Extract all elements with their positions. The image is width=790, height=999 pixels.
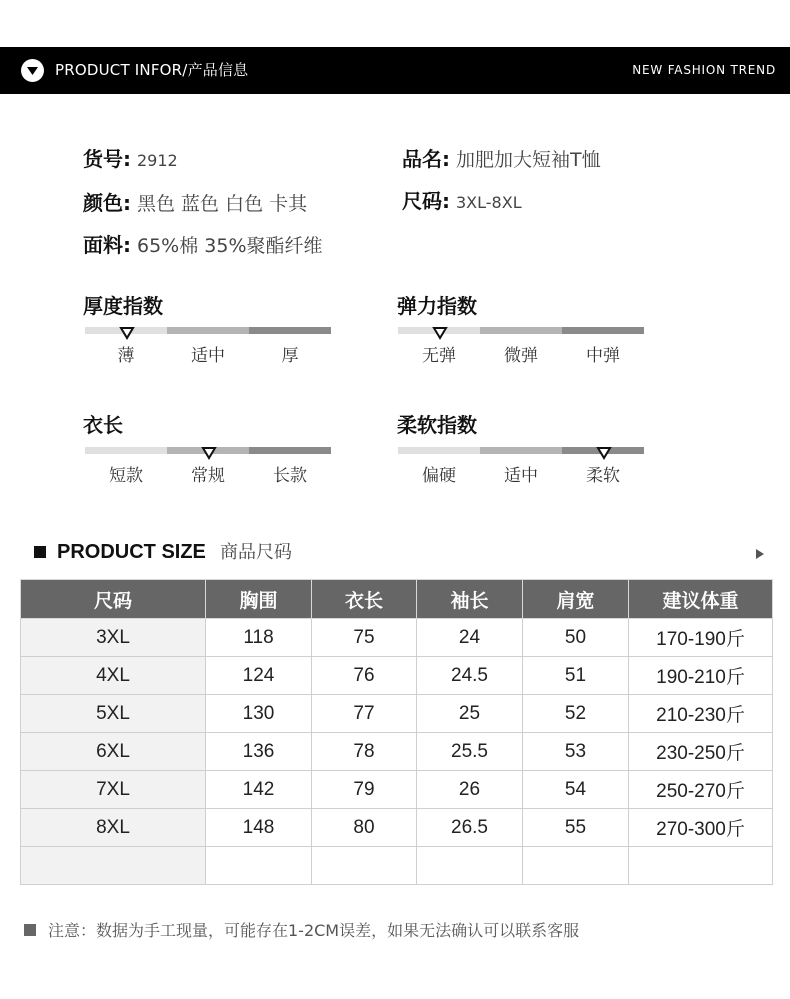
table-cell <box>312 847 417 885</box>
fabric-label: 面料: <box>83 233 131 257</box>
table-cell: 76 <box>312 657 417 695</box>
thickness-label-thin: 薄 <box>117 346 135 366</box>
item-number-row <box>83 145 178 175</box>
table-row <box>21 657 773 695</box>
elasticity-label-medium: 中弹 <box>586 346 620 366</box>
size-section-subtitle: 商品尺码 <box>220 542 292 563</box>
note-square-icon <box>24 924 36 936</box>
header-sleeve: 袖长 <box>417 580 523 619</box>
header-size: 尺码 <box>21 580 206 619</box>
table-cell: 5XL <box>21 695 206 733</box>
length-label-long: 长款 <box>273 466 307 486</box>
table-row <box>21 695 773 733</box>
color-label: 颜色: <box>83 191 131 215</box>
thickness-scale <box>85 327 336 334</box>
table-cell: 24 <box>417 619 523 657</box>
table-cell: 26 <box>417 771 523 809</box>
table-cell: 55 <box>523 809 629 847</box>
table-cell: 51 <box>523 657 629 695</box>
table-cell: 78 <box>312 733 417 771</box>
item-number-label: 货号: <box>83 147 131 171</box>
size-range-row <box>402 187 522 217</box>
table-cell: 80 <box>312 809 417 847</box>
item-number-value: 2912 <box>137 151 178 170</box>
table-row <box>21 809 773 847</box>
elasticity-scale <box>398 327 649 334</box>
softness-index-title: 柔软指数 <box>397 413 477 437</box>
triangle-right-icon <box>756 549 764 559</box>
color-row <box>83 189 307 218</box>
header-shoulder: 肩宽 <box>523 580 629 619</box>
table-cell: 6XL <box>21 733 206 771</box>
length-label-regular: 常规 <box>191 466 225 486</box>
table-cell: 8XL <box>21 809 206 847</box>
table-cell: 210-230斤 <box>629 695 773 733</box>
table-cell: 26.5 <box>417 809 523 847</box>
table-cell: 79 <box>312 771 417 809</box>
fabric-row <box>83 231 323 260</box>
table-cell: 130 <box>206 695 312 733</box>
size-table <box>20 579 773 885</box>
table-cell: 50 <box>523 619 629 657</box>
color-value: 黑色 蓝色 白色 卡其 <box>137 193 308 215</box>
section-square-icon <box>34 546 46 558</box>
scale-marker-icon <box>596 445 612 459</box>
softness-scale <box>398 447 649 454</box>
table-cell <box>629 847 773 885</box>
table-row <box>21 619 773 657</box>
size-range-value: 3XL-8XL <box>456 193 522 212</box>
table-cell: 250-270斤 <box>629 771 773 809</box>
scale-marker-icon <box>201 445 217 459</box>
header-weight: 建议体重 <box>629 580 773 619</box>
table-cell <box>21 847 206 885</box>
table-cell: 75 <box>312 619 417 657</box>
product-name-label: 品名: <box>402 147 450 171</box>
scale-marker-icon <box>119 325 135 339</box>
table-cell <box>206 847 312 885</box>
header-chest: 胸围 <box>206 580 312 619</box>
size-section-title: PRODUCT SIZE <box>57 541 206 563</box>
softness-label-soft: 柔软 <box>586 466 620 486</box>
table-row <box>21 847 773 885</box>
scale-marker-icon <box>432 325 448 339</box>
length-scale <box>85 447 336 454</box>
table-cell: 7XL <box>21 771 206 809</box>
product-name-row <box>402 145 601 174</box>
table-cell: 270-300斤 <box>629 809 773 847</box>
measurement-note: 注意：数据为手工现量，可能存在1-2CM误差，如果无法确认可以联系客服 <box>48 921 580 940</box>
table-cell: 142 <box>206 771 312 809</box>
table-cell: 25.5 <box>417 733 523 771</box>
size-range-label: 尺码: <box>402 189 450 213</box>
table-cell: 77 <box>312 695 417 733</box>
thickness-label-thick: 厚 <box>281 346 299 366</box>
elasticity-label-none: 无弹 <box>422 346 456 366</box>
table-row <box>21 771 773 809</box>
table-cell: 24.5 <box>417 657 523 695</box>
table-cell: 3XL <box>21 619 206 657</box>
elasticity-label-slight: 微弹 <box>504 346 538 366</box>
header-title: PRODUCT INFOR/产品信息 <box>55 61 249 79</box>
table-cell: 230-250斤 <box>629 733 773 771</box>
table-header-row <box>21 580 773 619</box>
table-row <box>21 733 773 771</box>
softness-label-medium: 适中 <box>504 466 538 486</box>
table-cell: 190-210斤 <box>629 657 773 695</box>
table-cell <box>417 847 523 885</box>
header-bar <box>0 47 790 94</box>
chevron-down-icon <box>21 59 44 82</box>
table-cell: 118 <box>206 619 312 657</box>
table-cell: 136 <box>206 733 312 771</box>
table-cell: 52 <box>523 695 629 733</box>
table-cell: 170-190斤 <box>629 619 773 657</box>
table-cell: 54 <box>523 771 629 809</box>
table-cell: 124 <box>206 657 312 695</box>
length-label-short: 短款 <box>109 466 143 486</box>
table-cell: 4XL <box>21 657 206 695</box>
table-cell: 25 <box>417 695 523 733</box>
table-cell: 148 <box>206 809 312 847</box>
product-name-value: 加肥加大短袖T恤 <box>456 149 601 171</box>
header-length: 衣长 <box>312 580 417 619</box>
table-cell: 53 <box>523 733 629 771</box>
softness-label-hard: 偏硬 <box>422 466 456 486</box>
elasticity-index-title: 弹力指数 <box>397 294 477 318</box>
length-index-title: 衣长 <box>83 413 123 437</box>
thickness-index-title: 厚度指数 <box>83 294 163 318</box>
table-cell <box>523 847 629 885</box>
header-tagline: NEW FASHION TREND <box>632 63 776 77</box>
thickness-label-medium: 适中 <box>191 346 225 366</box>
fabric-value: 65%棉 35%聚酯纤维 <box>137 235 323 257</box>
